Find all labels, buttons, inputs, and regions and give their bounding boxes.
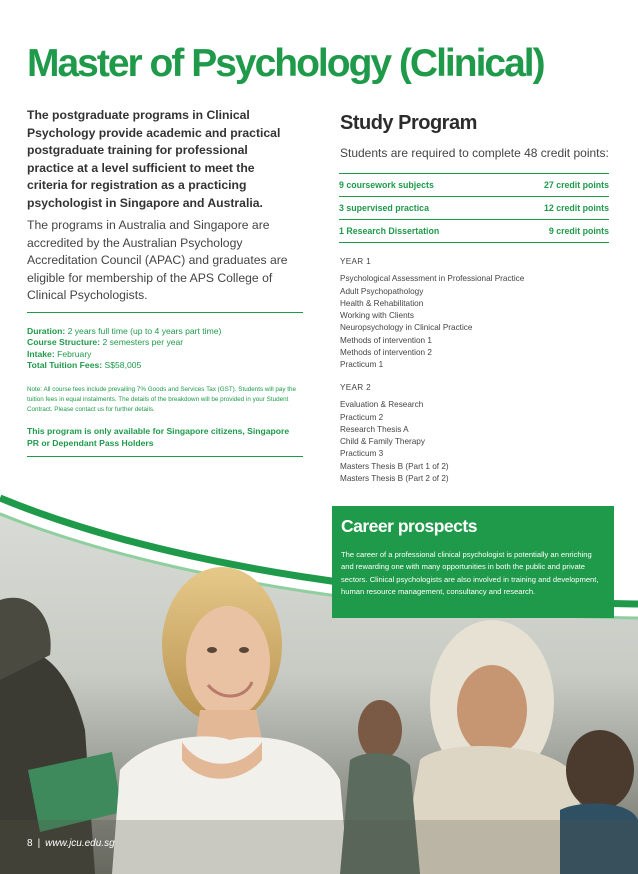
duration-row [27, 326, 297, 337]
duration-label: Duration: [27, 326, 66, 336]
career-prospects-text: The career of a professional clinical psychologist is potentially an enriching and rewarding one with many opportunities in both the public and private sectors. Clinical psychologists are also involved in training and development, human resource management, consultancy and research. [341, 550, 599, 597]
year-1-label: YEAR 1 [340, 257, 371, 266]
course-structure-label: Course Structure: [27, 337, 101, 348]
credits-table [339, 173, 609, 243]
year-1-section [340, 256, 610, 372]
career-prospects-heading: Career prospects [341, 516, 477, 536]
course-structure-value: 2 semesters per year [102, 337, 184, 348]
study-program-subtitle: Students are required to complete 48 credit points: [340, 146, 609, 160]
credits-row [339, 196, 609, 219]
credits-row-points: 27 credit points [543, 180, 609, 190]
tuition-fees-label: Total Tuition Fees: [27, 359, 103, 370]
divider [27, 456, 303, 457]
credits-row-label: 1 Research Dissertation [339, 226, 440, 236]
year-2-list [340, 399, 610, 485]
page-title: Master of Psychology (Clinical) [27, 42, 544, 85]
intake-value: February [57, 348, 92, 359]
course-facts [27, 326, 297, 371]
list-item: Health & Rehabilitation [340, 298, 424, 308]
year-2-label: YEAR 2 [340, 383, 371, 392]
footer-separator: | [37, 838, 41, 849]
credits-row [339, 219, 609, 243]
page-footer [27, 838, 115, 849]
career-prospects-box [332, 506, 614, 618]
duration-value: 2 years full time (up to 4 years part time) [67, 326, 222, 336]
credits-row-label: 9 coursework subjects [339, 180, 434, 190]
list-item: Masters Thesis B (Part 1 of 2) [340, 461, 449, 471]
intro-bold-paragraph: The postgraduate programs in Clinical Psychology provide academic and practical postgraduate training for professional practice at a level sufficient to meet the criteria for registration as a practicing psychologist in Singapore and Australia. [27, 108, 281, 210]
list-item: Adult Psychopathology [340, 286, 424, 296]
list-item: Methods of intervention 2 [340, 348, 432, 358]
credits-row-points: 9 credit points [548, 226, 609, 236]
fees-note: Note: All course fees include prevailing 7% Goods and Services Tax (GST). Students will pay the tuition fees in equal instalments. The details of the breakdown will be provided in your Student Contract. Please contact us for further details. [27, 386, 297, 413]
tuition-fees-value: S$58,005 [104, 359, 142, 370]
availability-note: This program is only available for Singapore citizens, Singapore PR or Dependant Pass Holders [27, 426, 290, 448]
tuition-fees-row [27, 360, 297, 371]
list-item: Practicum 2 [340, 412, 384, 422]
divider [27, 312, 303, 313]
intake-row [27, 349, 297, 360]
year-1-list [340, 273, 610, 371]
list-item: Masters Thesis B (Part 2 of 2) [340, 474, 449, 484]
year-2-section [340, 382, 610, 485]
list-item: Neuropsychology in Clinical Practice [340, 323, 473, 333]
intro-paragraph: The programs in Australia and Singapore are accredited by the Australian Psychology Accreditation Council (APAC) and graduates are eligible for membership of the APS College of Clinical Psychologists. [27, 218, 288, 302]
list-item: Methods of intervention 1 [340, 335, 432, 345]
intake-label: Intake: [27, 348, 55, 359]
list-item: Psychological Assessment in Professional Practice [340, 274, 525, 284]
page-number: 8 [27, 838, 33, 849]
list-item: Practicum 1 [340, 360, 384, 370]
website-link[interactable]: www.jcu.edu.sg [45, 838, 115, 849]
study-program-heading: Study Program [340, 112, 477, 134]
list-item: Practicum 3 [340, 449, 384, 459]
list-item: Evaluation & Research [340, 400, 424, 410]
list-item: Child & Family Therapy [340, 437, 425, 447]
credits-row [339, 173, 609, 196]
list-item: Research Thesis A [340, 424, 409, 434]
credits-row-points: 12 credit points [543, 203, 609, 213]
credits-row-label: 3 supervised practica [339, 203, 429, 213]
list-item: Working with Clients [340, 311, 415, 321]
course-structure-row [27, 337, 297, 348]
